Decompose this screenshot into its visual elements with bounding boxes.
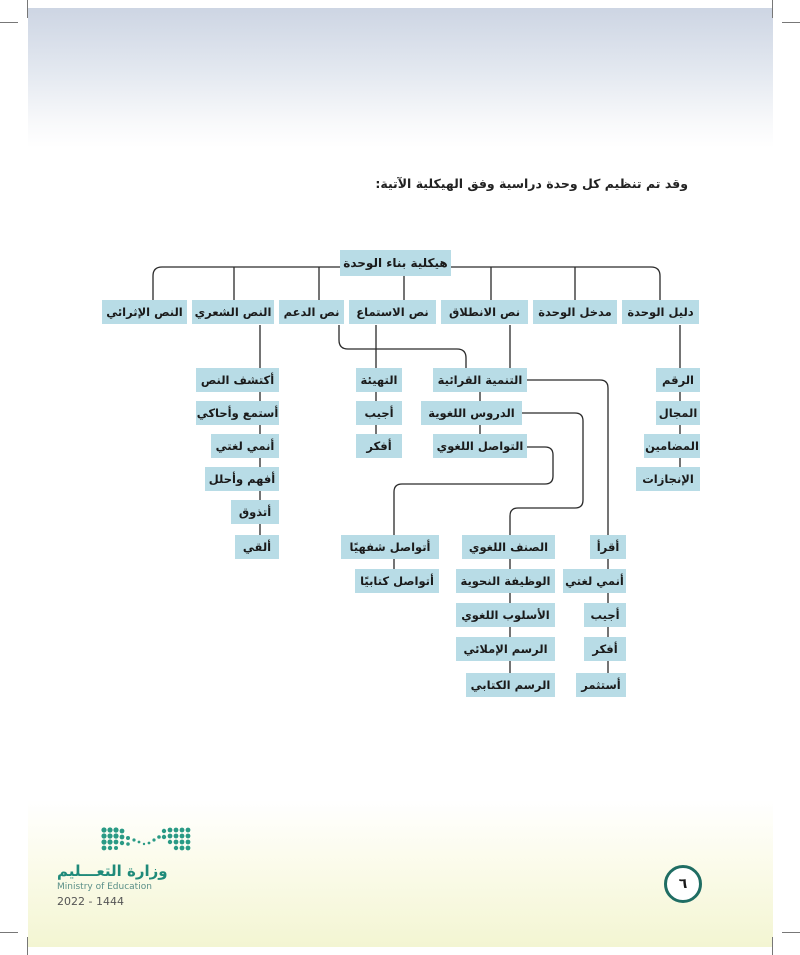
node-root: هيكلية بناء الوحدة — [340, 250, 451, 276]
node-unit-intro: مدخل الوحدة — [533, 300, 617, 324]
node-discover-text: أكتشف النص — [196, 368, 279, 392]
ministry-name-arabic: وزارة التعـــليم — [57, 862, 168, 880]
node-linguistic-style: الأسلوب اللغوي — [456, 603, 555, 627]
node-enrichment-text: النص الإثرائي — [102, 300, 187, 324]
node-unit-guide: دليل الوحدة — [622, 300, 699, 324]
intro-text: وقد تم تنظيم كل وحدة دراسية وفق الهيكلية الآتية: — [375, 176, 688, 191]
node-reading-think: أفكر — [584, 637, 626, 661]
node-field: المجال — [656, 401, 700, 425]
node-achievements: الإنجازات — [636, 467, 700, 491]
node-poetic-text: النص الشعري — [192, 300, 274, 324]
node-linguistic-category: الصنف اللغوي — [462, 535, 555, 559]
node-linguistic-communication: التواصل اللغوي — [433, 434, 527, 458]
node-poetic-develop-language: أنمي لغتي — [211, 434, 279, 458]
node-preparation: التهيئة — [356, 368, 402, 392]
node-oral-communication: أتواصل شفهيًا — [341, 535, 439, 559]
node-listening-text: نص الاستماع — [349, 300, 436, 324]
node-listen-imitate: أستمع وأحاكي — [196, 401, 279, 425]
node-listening-answer: أجيب — [356, 401, 402, 425]
node-reading-answer: أجيب — [584, 603, 626, 627]
node-support-text: نص الدعم — [279, 300, 344, 324]
node-recite: ألقي — [235, 535, 279, 559]
page-number: ٦ — [664, 865, 702, 903]
node-reading-develop-language: أنمي لغتي — [563, 569, 626, 593]
node-reading-development: التنمية القرائية — [433, 368, 527, 392]
node-listening-think: أفكر — [356, 434, 402, 458]
node-understand-analyze: أفهم وأحلل — [205, 467, 279, 491]
node-grammatical-function: الوظيفة النحوية — [456, 569, 555, 593]
node-contents: المضامين — [644, 434, 700, 458]
node-appreciate: أتذوق — [231, 500, 279, 524]
node-written-communication: أتواصل كتابيًا — [355, 569, 439, 593]
node-spelling: الرسم الإملائي — [456, 637, 555, 661]
ministry-year: 2022 - 1444 — [57, 895, 124, 908]
ministry-logo-icon — [100, 825, 195, 855]
node-invest: أستثمر — [576, 673, 626, 697]
node-read: أقرأ — [590, 535, 626, 559]
node-linguistic-lessons: الدروس اللغوية — [421, 401, 522, 425]
node-launch-text: نص الانطلاق — [441, 300, 528, 324]
ministry-name-english: Ministry of Education — [57, 882, 152, 892]
node-handwriting: الرسم الكتابي — [466, 673, 555, 697]
node-number: الرقم — [656, 368, 700, 392]
